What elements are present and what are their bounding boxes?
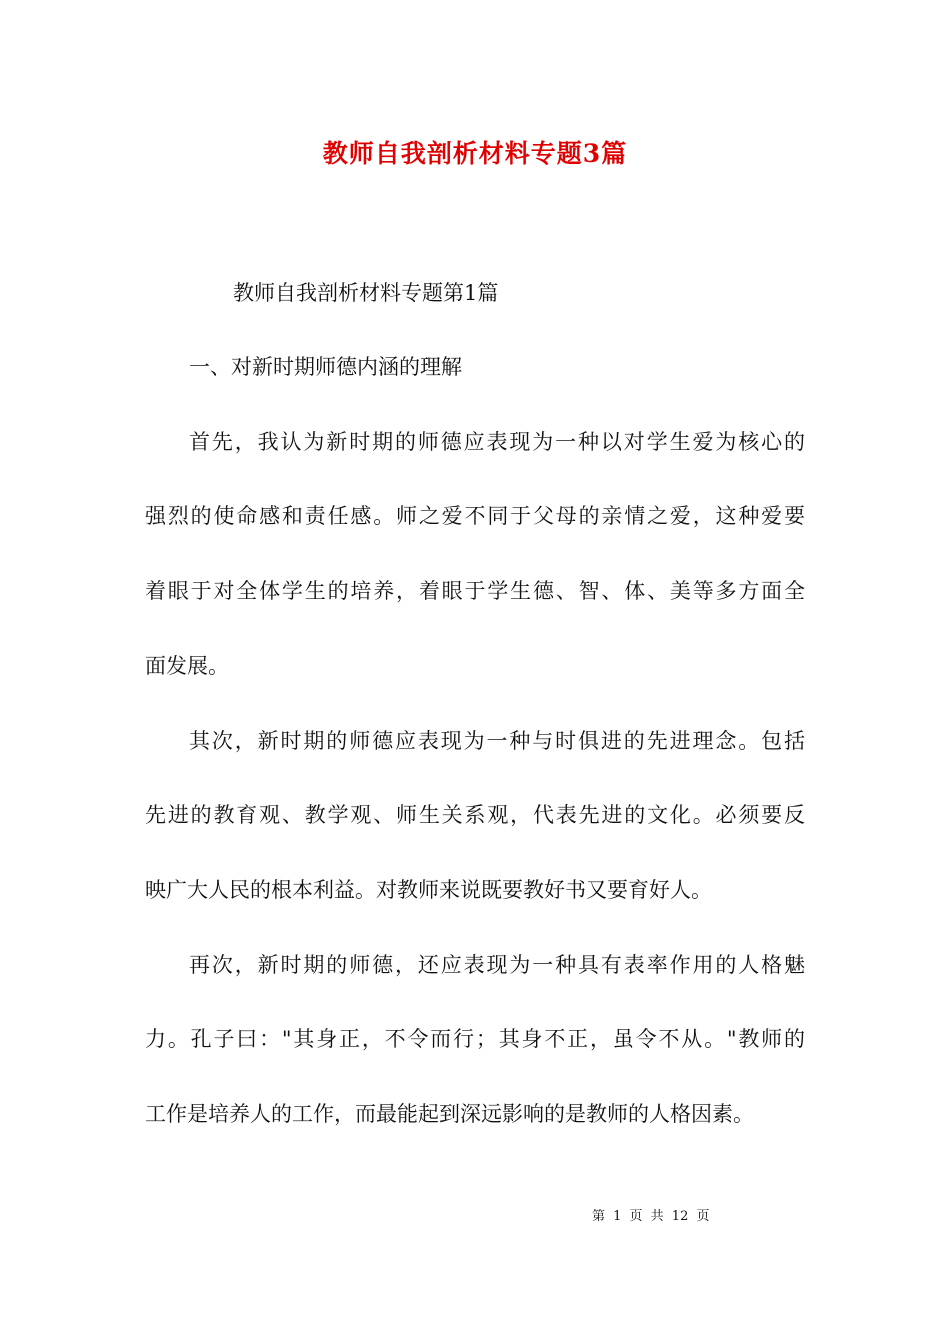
document-title: 教师自我剖析材料专题3篇 xyxy=(322,139,628,168)
section-heading: 一、对新时期师德内涵的理解 xyxy=(189,355,462,379)
article-title: 教师自我剖析材料专题第1篇 xyxy=(233,281,499,305)
paragraph-3-line-1: 再次，新时期的师德，还应表现为一种具有表率作用的人格魅 xyxy=(189,953,805,977)
paragraph-1-line-3: 着眼于对全体学生的培养，着眼于学生德、智、体、美等多方面全 xyxy=(145,579,805,603)
paragraph-2-line-1: 其次，新时期的师德应表现为一种与时俱进的先进理念。包括 xyxy=(189,729,805,753)
paragraph-3-line-3: 工作是培养人的工作，而最能起到深远影响的是教师的人格因素。 xyxy=(145,1102,754,1126)
page-footer: 第 1 页 共 12 页 xyxy=(592,1209,710,1224)
paragraph-2-line-2: 先进的教育观、教学观、师生关系观，代表先进的文化。必须要反 xyxy=(145,803,805,827)
paragraph-3-line-2: 力。孔子曰："其身正，不令而行；其身不正，虽令不从。"教师的 xyxy=(145,1027,805,1051)
paragraph-1-line-4: 面发展。 xyxy=(145,654,229,678)
paragraph-2-line-3: 映广大人民的根本利益。对教师来说既要教好书又要育好人。 xyxy=(145,878,712,902)
paragraph-1-line-2: 强烈的使命感和责任感。师之爱不同于父母的亲情之爱，这种爱要 xyxy=(145,504,805,528)
paragraph-1-line-1: 首先，我认为新时期的师德应表现为一种以对学生爱为核心的 xyxy=(189,430,805,454)
